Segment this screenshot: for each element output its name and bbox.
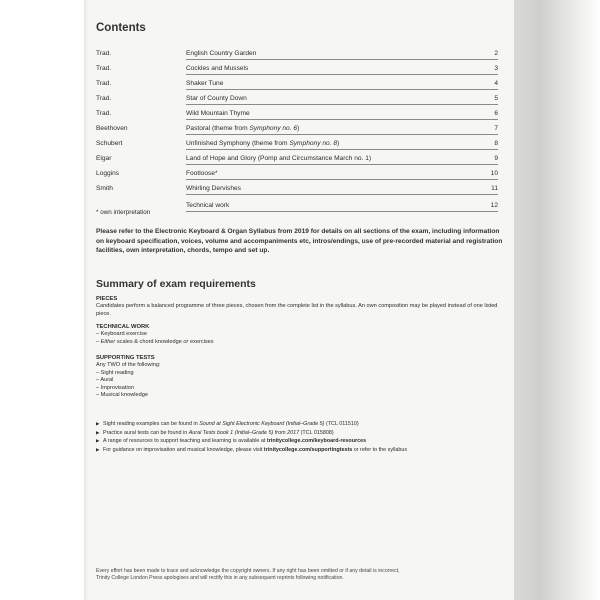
supporting-item: – Musical knowledge: [96, 392, 148, 399]
contents-composer: Schubert: [96, 140, 123, 147]
technical-item: – Keyboard exercise: [96, 331, 147, 338]
contents-piece-title-italic: Symphony no. 8: [289, 140, 338, 147]
contents-rule: [186, 76, 498, 90]
contents-page-number: 5: [494, 95, 498, 102]
contents-page-number: 9: [494, 155, 498, 162]
contents-piece-title-text: Shaker Tune: [186, 80, 224, 87]
resource-item: [96, 437, 506, 446]
contents-row[interactable]: [96, 76, 498, 91]
contents-row[interactable]: [96, 166, 498, 181]
contents-rule: [186, 198, 498, 212]
triangle-bullet-icon: ▶: [96, 438, 100, 444]
contents-composer: Loggins: [96, 170, 120, 177]
technical-item: [96, 339, 506, 346]
supporting-section: [96, 355, 506, 399]
contents-row[interactable]: [96, 151, 498, 166]
contents-piece-title: [186, 198, 229, 213]
contents-piece-title: [186, 166, 218, 181]
pieces-section: [96, 296, 506, 318]
supporting-item: – Improvisation: [96, 384, 134, 391]
contents-piece-title-text: ): [337, 140, 340, 147]
technical-item-text: scales & chord knowledge: [115, 338, 184, 345]
resource-text: A range of resources to support teaching and learning is available at: [103, 438, 267, 445]
contents-piece-title: [186, 76, 223, 91]
supporting-heading: SUPPORTING TESTS: [96, 355, 155, 361]
contents-piece-title-text: Whirling Dervishes: [186, 185, 241, 192]
contents-piece-title-text: Technical work: [186, 202, 230, 209]
contents-piece-title: [186, 106, 250, 121]
contents-composer: Trad.: [96, 80, 112, 87]
contents-row[interactable]: [96, 106, 498, 121]
triangle-bullet-icon: ▶: [96, 446, 100, 452]
contents-footnote: * own interpretation: [96, 209, 151, 216]
contents-page-number: 6: [494, 110, 498, 117]
contents-row[interactable]: [96, 46, 498, 61]
contents-piece-title-text: Wild Mountain Thyme: [186, 110, 250, 117]
contents-row[interactable]: [96, 61, 498, 76]
supporting-intro: Any TWO of the following:: [96, 362, 161, 369]
contents-piece-title-text: Footloose*: [186, 170, 218, 177]
technical-heading: TECHNICAL WORK: [96, 324, 150, 330]
contents-piece-title-text: English Country Garden: [186, 50, 257, 57]
resource-text: (TCL 015808): [299, 429, 334, 436]
resource-title: Aural Tests book 1 (Initial–Grade 5) from 2017: [188, 429, 300, 436]
contents-page-number: 12: [490, 202, 498, 209]
contents-piece-title: [186, 61, 248, 76]
contents-row[interactable]: [96, 181, 498, 196]
contents-composer: Smith: [96, 185, 113, 192]
syllabus-notice: Please refer to the Electronic Keyboard & Organ Syllabus from 2019 for details on all sections of the exam, including information on keyboard specification, voices, volume and accompaniments etc, intros/endings, use of pre-recorded material and registration facilities, own interpretation, chords, tempo and set up.: [96, 228, 503, 255]
resource-item: [96, 446, 506, 455]
contents-piece-title: [186, 136, 339, 151]
contents-page-number: 2: [494, 50, 498, 57]
contents-rule: [186, 166, 498, 180]
resource-text: Sight reading examples can be found in: [103, 421, 200, 427]
contents-piece-title: [186, 151, 371, 166]
summary-heading: Summary of exam requirements: [96, 278, 256, 290]
book-spine: [514, 0, 600, 600]
contents-piece-title: [186, 181, 241, 196]
footer-line: Trinity College London Press apologises and will rectify this in any subsequent reprints following notification.: [96, 575, 344, 581]
contents-piece-title-text: Cockles and Mussels: [186, 65, 249, 72]
contents-composer: Trad.: [96, 50, 112, 57]
contents-piece-title-text: Pastoral (theme from: [186, 125, 250, 132]
contents-composer: Elgar: [96, 155, 112, 162]
contents-row[interactable]: [96, 198, 498, 213]
technical-item-italic: Either: [100, 338, 116, 345]
pieces-text: Candidates perform a balanced programme of three pieces, chosen from the complete list in the syllabus. An own composition may be played instead of one listed piece.: [96, 303, 498, 317]
page-edge-shadow: [84, 0, 88, 600]
copyright-footer: [96, 568, 506, 582]
contents-composer: Trad.: [96, 110, 112, 117]
triangle-bullet-icon: ▶: [96, 421, 100, 426]
resource-text: Practice aural tests can be found in: [103, 429, 189, 436]
resource-text: For guidance on improvisation and musical knowledge, please visit: [103, 446, 264, 453]
resource-title: Sound at Sight Electronic Keyboard (Initial–Grade 5): [199, 421, 325, 427]
technical-item-italic: or: [183, 338, 189, 345]
contents-page-number: 7: [494, 125, 498, 132]
technical-item-text: exercises: [188, 338, 214, 345]
contents-composer: Trad.: [96, 65, 112, 72]
contents-composer: Beethoven: [96, 125, 128, 132]
contents-page-number: 11: [491, 185, 498, 192]
contents-piece-title-text: Star of County Down: [186, 95, 247, 102]
resource-item: [96, 420, 506, 429]
contents-piece-title-italic: Symphony no. 6: [249, 125, 298, 132]
contents-row[interactable]: [96, 91, 498, 106]
contents-piece-title: [186, 91, 247, 106]
supporting-item: – Sight reading: [96, 369, 134, 376]
resource-link[interactable]: trinitycollege.com/keyboard-resources: [266, 438, 367, 445]
contents-table: [96, 46, 498, 213]
resources-list: [96, 420, 506, 454]
contents-piece-title-text: ): [297, 125, 300, 132]
technical-section: [96, 324, 506, 346]
contents-page-number: 4: [494, 80, 498, 87]
contents-piece-title-text: Unfinished Symphony (theme from: [186, 140, 290, 147]
resource-link[interactable]: trinitycollege.com/supportingtests: [263, 446, 353, 453]
supporting-item: – Aural: [96, 377, 114, 384]
contents-row[interactable]: [96, 121, 498, 136]
contents-page-number: 3: [494, 65, 498, 72]
footer-line: Every effort has been made to trace and acknowledge the copyright owners. If any right has been omitted or if any detail is incorrect,: [96, 568, 400, 574]
contents-row[interactable]: [96, 136, 498, 151]
technical-item-text: –: [96, 338, 101, 345]
resource-text: (TCL 011510): [324, 421, 359, 427]
pieces-heading: PIECES: [96, 296, 118, 302]
triangle-bullet-icon: ▶: [96, 429, 100, 435]
resource-item: [96, 429, 506, 438]
contents-piece-title-text: Land of Hope and Glory (Pomp and Circumstance March no. 1): [186, 155, 372, 162]
resource-text: or refer to the syllabus: [352, 446, 408, 453]
contents-page-number: 8: [494, 140, 498, 147]
contents-heading: Contents: [96, 22, 146, 34]
contents-page-number: 10: [490, 170, 498, 177]
contents-piece-title: [186, 121, 299, 136]
contents-composer: Trad.: [96, 95, 112, 102]
contents-piece-title: [186, 46, 256, 61]
